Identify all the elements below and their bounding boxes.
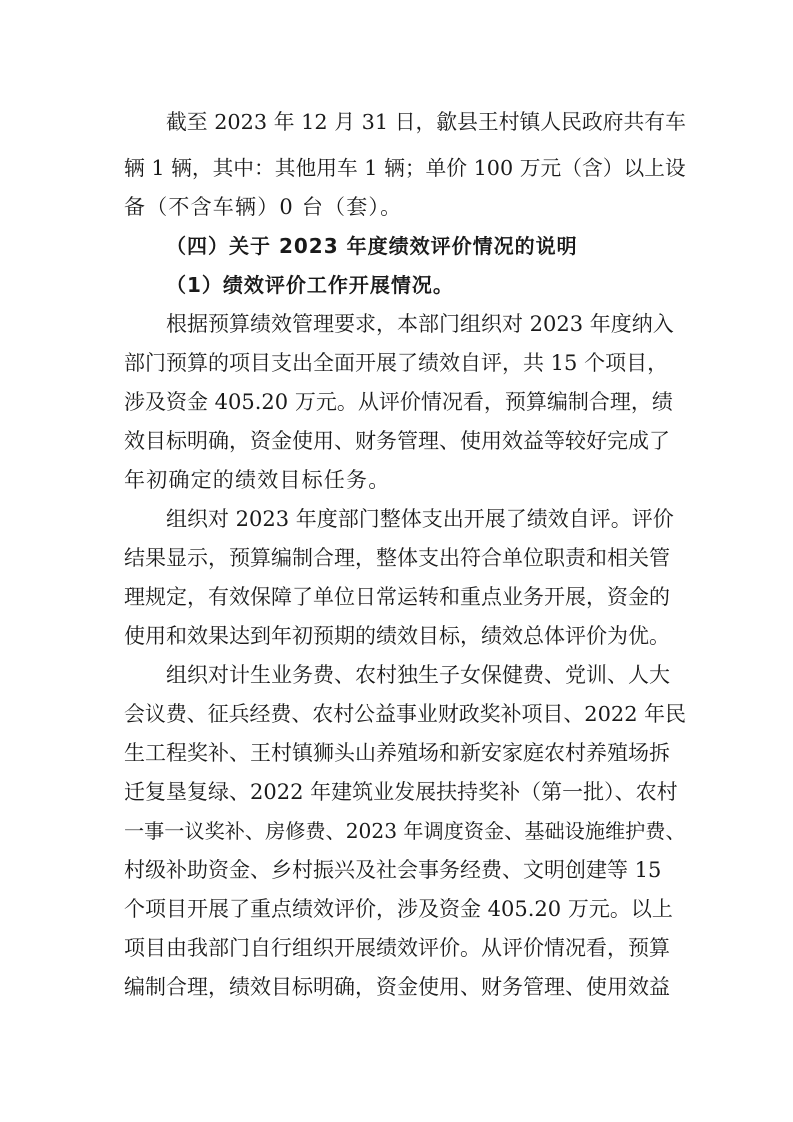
para4-line-8: 项目由我部门自行组织开展绩效评价。从评价情况看，预算 — [124, 936, 670, 960]
para4-line-6: 村级补助资金、乡村振兴及社会事务经费、文明创建等 15 — [124, 858, 662, 882]
para4-line-4: 迁复垦复绿、2022 年建筑业发展扶持奖补（第一批）、农村 — [124, 780, 678, 804]
para3-line-3: 理规定，有效保障了单位日常运转和重点业务开展，资金的 — [124, 585, 670, 609]
para2-line-3: 涉及资金 405.20 万元。从评价情况看，预算编制合理，绩 — [124, 390, 673, 414]
para4-line-9: 编制合理，绩效目标明确，资金使用、财务管理、使用效益 — [124, 975, 670, 999]
para4-line-2: 会议费、征兵经费、农村公益事业财政奖补项目、2022 年民 — [124, 702, 687, 726]
para2-line-4: 效目标明确，资金使用、财务管理、使用效益等较好完成了 — [124, 429, 670, 453]
section-heading: （四）关于 2023 年度绩效评价情况的说明 — [166, 234, 578, 258]
para3-line-1: 组织对 2023 年度部门整体支出开展了绩效自评。评价 — [166, 507, 674, 531]
para4-line-1: 组织对计生业务费、农村独生子女保健费、党训、人大 — [166, 663, 670, 687]
para2-line-2: 部门预算的项目支出全面开展了绩效自评，共 15 个项目， — [124, 351, 669, 375]
para1-line-1: 截至 2023 年 12 月 31 日，歙县王村镇人民政府共有车 — [166, 110, 686, 134]
subsection-heading: （1）绩效评价工作开展情况。 — [166, 273, 454, 297]
para3-line-2: 结果显示，预算编制合理，整体支出符合单位职责和相关管 — [124, 546, 670, 570]
para4-line-7: 个项目开展了重点绩效评价，涉及资金 405.20 万元。以上 — [124, 897, 673, 921]
para4-line-3: 生工程奖补、王村镇狮头山养殖场和新安家庭农村养殖场拆 — [124, 741, 670, 765]
para3-line-4: 使用和效果达到年初预期的绩效目标，绩效总体评价为优。 — [124, 624, 670, 648]
para1-line-2: 辆 1 辆，其中：其他用车 1 辆；单价 100 万元（含）以上设 — [124, 156, 686, 180]
para4-line-5: 一事一议奖补、房修费、2023 年调度资金、基础设施维护费、 — [124, 819, 686, 843]
para2-line-5: 年初确定的绩效目标任务。 — [124, 468, 391, 492]
para1-line-3: 备（不含车辆）0 台（套）。 — [124, 195, 403, 219]
para2-line-1: 根据预算绩效管理要求，本部门组织对 2023 年度纳入 — [166, 312, 674, 336]
